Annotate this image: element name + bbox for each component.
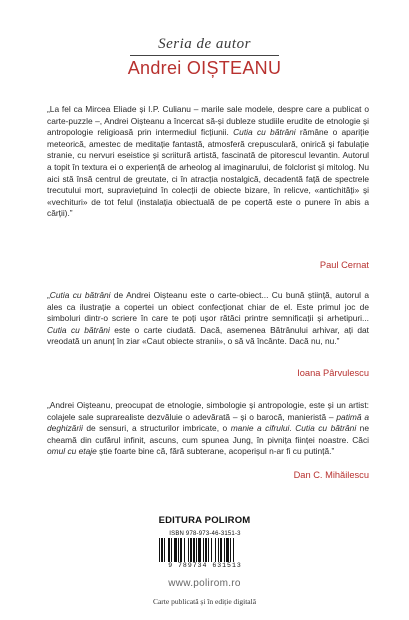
author-name: Andrei OIȘTEANU [127,58,282,78]
barcode-bar [180,538,182,562]
digital-edition-note: Carte publicată și în ediție digitală [152,597,257,606]
barcode-bar [168,538,170,562]
barcode-bar [220,538,222,562]
barcode-bar [188,538,189,562]
quote-1-author: Paul Cernat [319,260,369,270]
barcode-bar [203,538,204,562]
barcode-bar [196,538,197,562]
quote-2 [47,290,369,390]
website-url: www.polirom.ro [168,578,241,589]
barcode-bar [233,538,234,562]
series-underline [130,55,279,56]
quote-3 [47,400,369,500]
quote-3-text: „Andrei Oișteanu, preocupat de etnologie, simbologie și antropologie, este și un artist: colajele sale suprarealiste dezvăluie o adevărată – și o barocă, manieristă – patimă a deghizării de sensuri, a structurilor imbricate, o manie a cifrului. Cutia cu bătrâni ne cheamă din cufărul infinit, ascuns, cum spunea Jung, în pivnița ființei noastre. Căci omul cu etaje știe foarte bine că, fără subterane, acoperișul n-ar fi cu putință.” [47,400,370,457]
barcode-bar [208,538,209,562]
barcode-bar [184,538,185,562]
barcode-block [152,531,258,573]
isbn-text: ISBN 978-973-46-3151-3 [169,531,241,537]
quote-2-author: Ioana Pârvulescu [297,368,369,378]
series-title: Seria de autor [158,36,251,52]
barcode-bar [164,538,165,562]
barcode-bar [193,538,195,562]
barcode-bar [215,538,216,562]
quote-3-author: Dan C. Mihăilescu [293,470,369,480]
barcode-number: 9 789734 631513 [168,562,242,569]
barcode-bar [159,538,160,562]
quote-2-text: „Cutia cu bătrâni de Andrei Oișteanu este o carte-obiect... Cu bună știință, autorul a ales ca ilustrație a copertei un obiect confecționat chiar de el. Este primul joc de simboluri dintr-o scriere în care te poți ușor rătăci printre semnificații și arhetipuri... Cutia cu bătrâni este o carte ciudată. Dacă, asemenea Bătrânului arhivar, ați dat vreodată un anunț în ziar «Caut obiecte stranii», o să vă încânte. Dacă nu, nu.” [47,290,369,347]
publisher-name: EDITURA POLIROM [158,515,251,526]
barcode-bar [218,538,219,562]
barcode-bar [224,538,225,562]
barcode-bar [161,538,163,562]
barcode-bar [171,538,172,562]
barcode-bar [205,538,207,562]
quote-1 [47,104,369,284]
barcode [157,538,253,562]
quote-1-text: „La fel ca Mircea Eliade și I.P. Culianu – marile sale modele, despre care a publicat o carte-puzzle –, Andrei Oișteanu a încercat să-și dubleze studiile erudite de etnologie și antropologie religioasă prin intermediul ficțiunii. Cutia cu bătrâni rămâne o apariție meteorică, amestec de meditație fantastă, atmosferă crepusculară, onirică și fabulație stranie, cu nervuri eseistice și scriitură artistă, fascinată de pitorescul levantin. Autorul a topit în textura ei o experiență de arheolog al imaginarului, de folclorist și mitolog. Nu aici stă însă centrul de greutate, ci în atracția nostalgică, decadentă față de spectrele trecutului mort, supraviețuind în colecții de obiecte bizare, în relicve, «antichități» și «vechituri» de tot felul (instalația obiectuală de pe copertă este o punere în abis a cărții).” [47,104,369,219]
barcode-bar [198,538,201,562]
barcode-bar [174,538,177,562]
barcode-bar [211,538,212,562]
barcode-bar [230,538,231,562]
barcode-bar [178,538,179,562]
barcode-bar [226,538,229,562]
barcode-bar [190,538,192,562]
